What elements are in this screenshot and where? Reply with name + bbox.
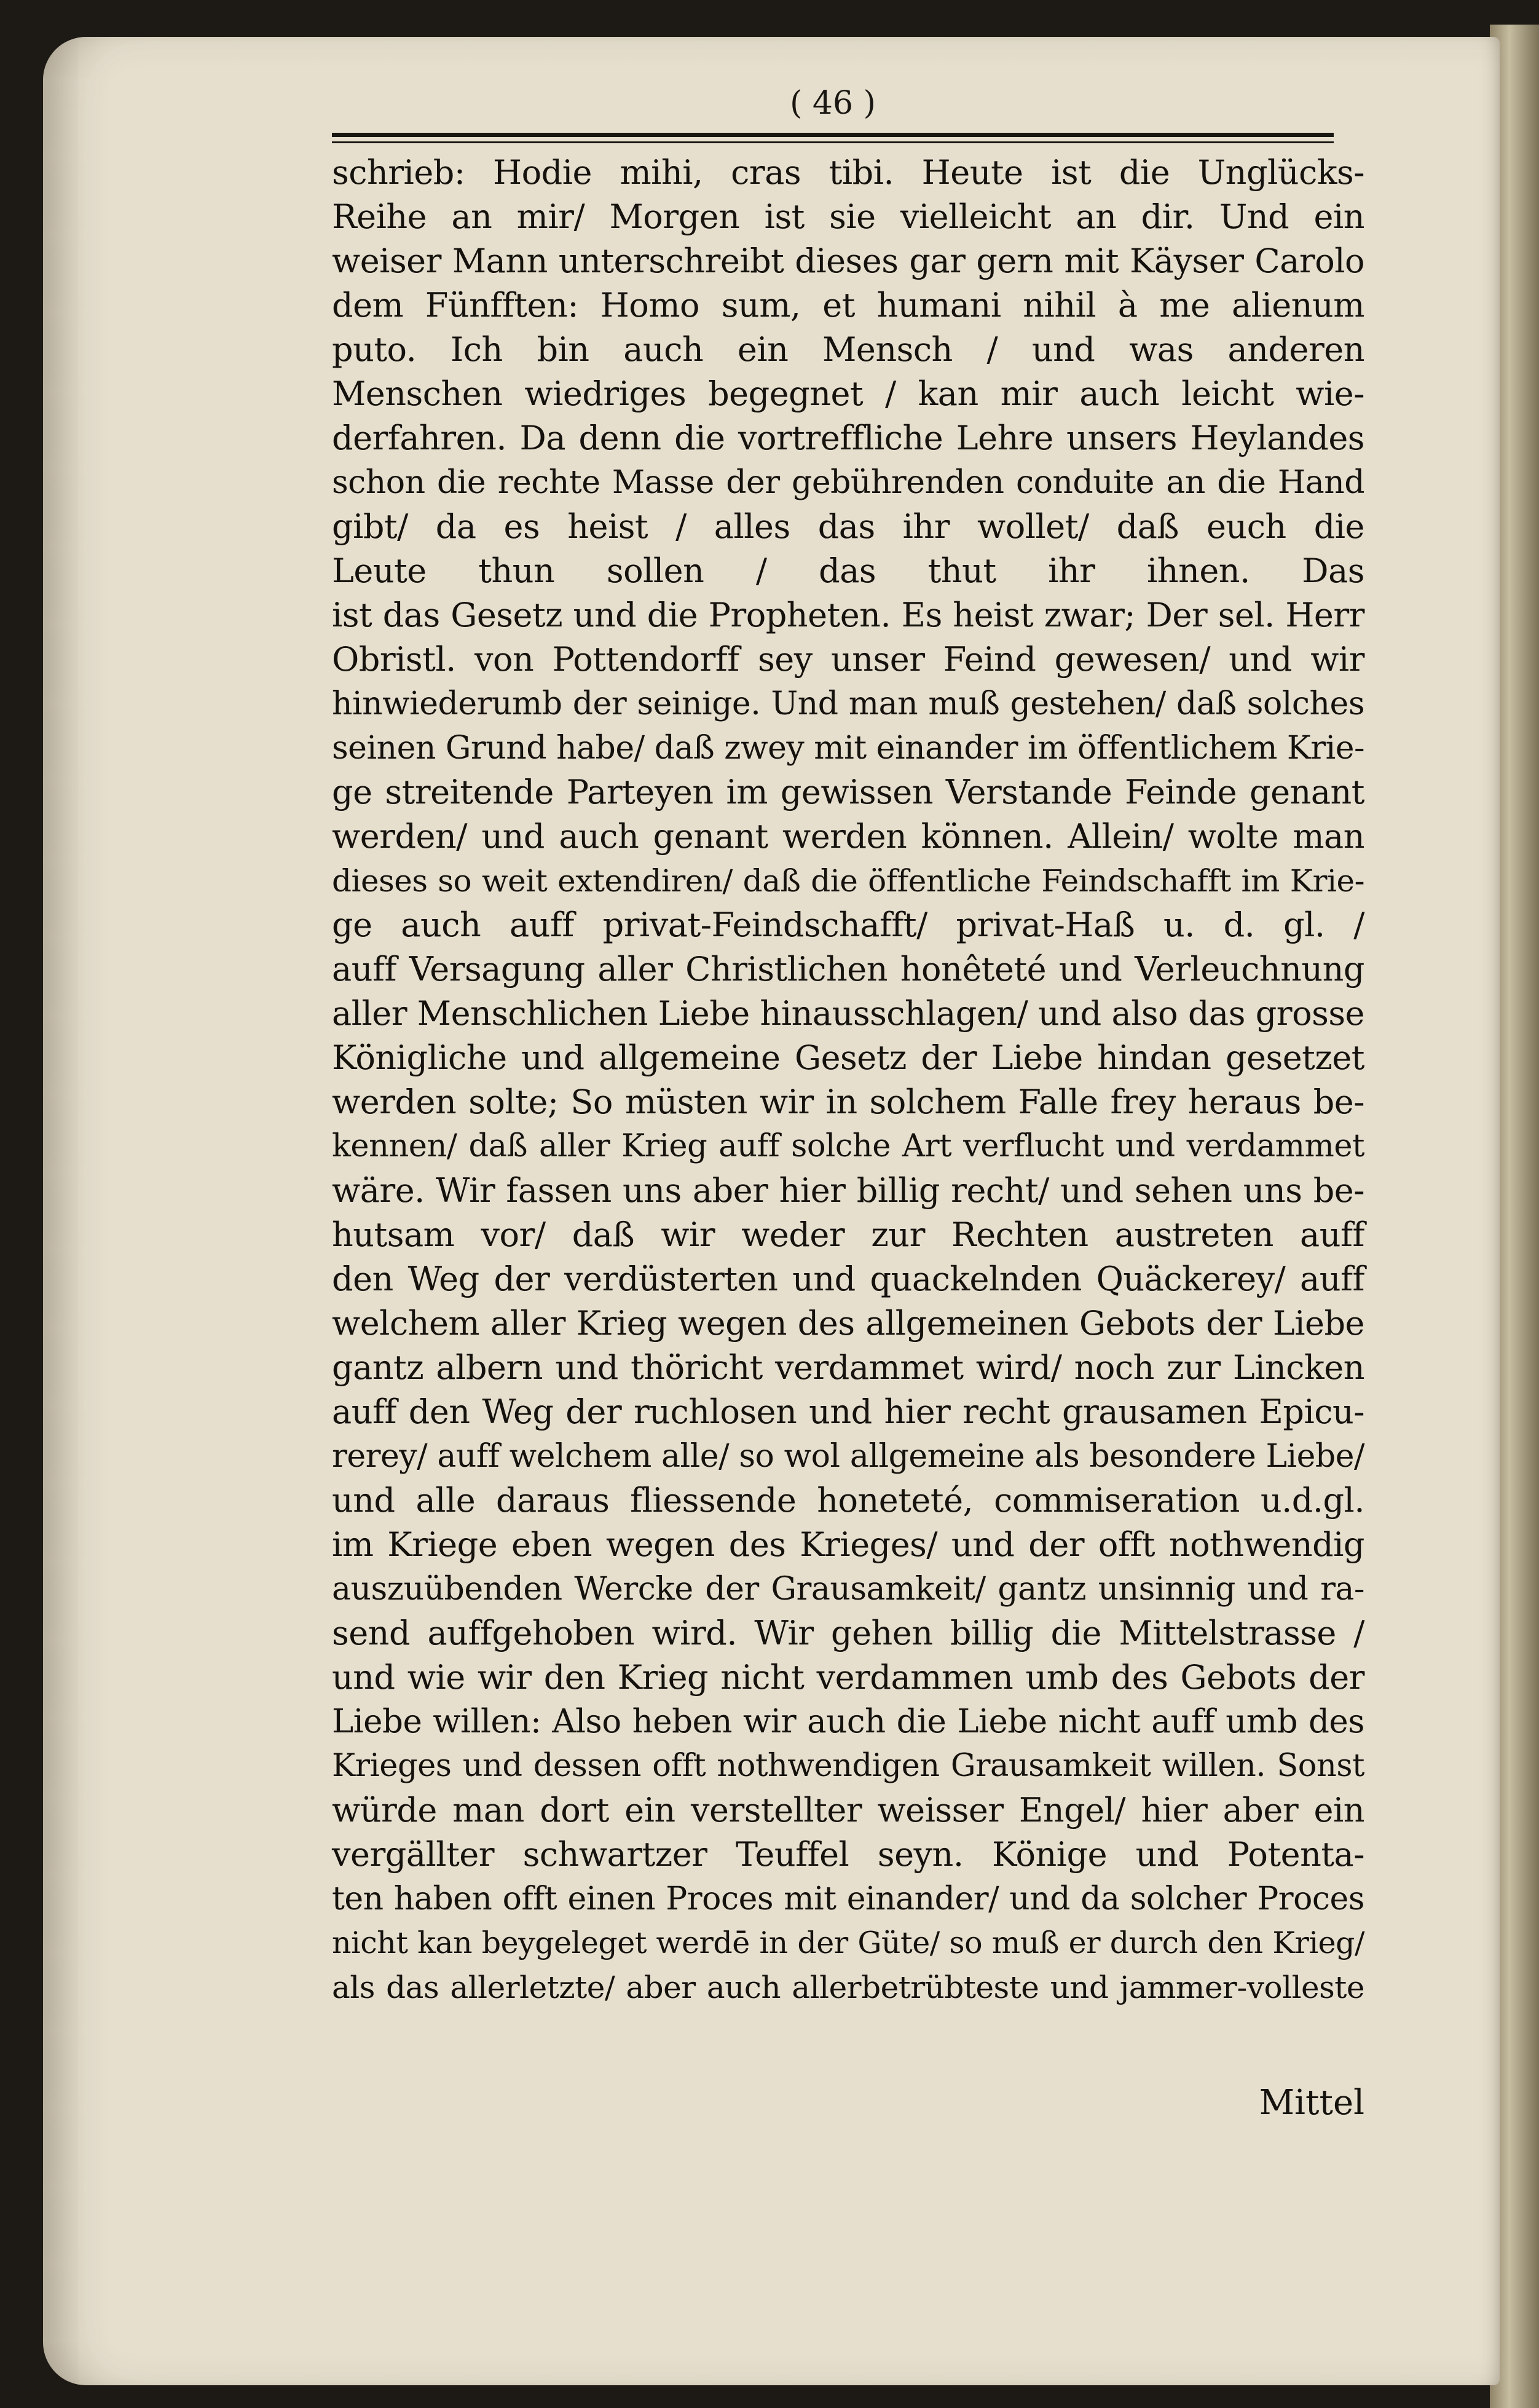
text-line: werden solte; So müsten wir in solchem Falle frey heraus be- xyxy=(332,1083,1364,1121)
text-line: hinwiederumb der seinige. Und man muß gestehen/ daß solches xyxy=(332,685,1364,722)
text-line: rerey/ auff welchem alle/ so wol allgemeine als besondere Liebe/ xyxy=(332,1438,1364,1475)
header-rule-thin xyxy=(332,141,1334,143)
text-line: puto. Ich bin auch ein Mensch / und was anderen xyxy=(332,330,1364,369)
text-line: kennen/ daß aller Krieg auff solche Art verflucht und verdammet xyxy=(332,1128,1364,1164)
text-line: Königliche und allgemeine Gesetz der Liebe hindan gesetzet xyxy=(332,1038,1364,1077)
text-line: als das allerletzte/ aber auch allerbetrübteste und jammer-volleste xyxy=(332,1970,1364,2005)
text-line: Krieges und dessen offt nothwendigen Grausamkeit willen. Sonst xyxy=(332,1748,1364,1784)
body-text xyxy=(332,151,1364,2010)
text-line: Reihe an mir/ Morgen ist sie vielleicht an dir. Und ein xyxy=(332,197,1364,236)
text-line: gibt/ da es heist / alles das ihr wollet/ daß euch die xyxy=(332,507,1364,546)
text-line: hutsam vor/ daß wir weder zur Rechten austreten auff xyxy=(332,1215,1364,1254)
text-line: derfahren. Da denn die vortreffliche Lehre unsers Heylandes xyxy=(332,419,1364,457)
page-header xyxy=(332,85,1334,148)
text-line: und wie wir den Krieg nicht verdammen umb des Gebots der xyxy=(332,1658,1364,1697)
header-rule xyxy=(332,133,1334,137)
text-line: weiser Mann unterschreibt dieses gar gern mit Käyser Carolo xyxy=(332,242,1364,280)
text-line: würde man dort ein verstellter weisser Engel/ hier aber ein xyxy=(332,1791,1364,1830)
text-line: ten haben offt einen Proces mit einander/ und da solcher Proces xyxy=(332,1881,1364,1917)
text-line: werden/ und auch genant werden können. Allein/ wolte man xyxy=(332,817,1364,856)
text-line: und alle daraus fliessende honeteté, commiseration u.d.gl. xyxy=(332,1481,1364,1520)
text-line: den Weg der verdüsterten und quackelnden Quäckerey/ auff xyxy=(332,1260,1364,1298)
text-line: ist das Gesetz und die Propheten. Es heist zwar; Der sel. Herr xyxy=(332,596,1364,634)
text-line: auff den Weg der ruchlosen und hier recht grausamen Epicu- xyxy=(332,1392,1364,1431)
text-line: auszuübenden Wercke der Grausamkeit/ gantz unsinnig und ra- xyxy=(332,1571,1364,1608)
text-line: schon die rechte Masse der gebührenden conduite an die Hand xyxy=(332,464,1364,501)
text-line: welchem aller Krieg wegen des allgemeinen Gebots der Liebe xyxy=(332,1304,1364,1343)
text-line: Menschen wiedriges begegnet / kan mir auch leicht wie- xyxy=(332,374,1364,413)
text-line: auff Versagung aller Christlichen honêteté und Verleuchnung xyxy=(332,950,1364,989)
page-number: ( 46 ) xyxy=(771,85,894,122)
text-line: vergällter schwartzer Teuffel seyn. Könige und Potenta- xyxy=(332,1835,1364,1874)
text-line: schrieb: Hodie mihi, cras tibi. Heute ist die Unglücks- xyxy=(332,153,1364,192)
catchword: Mittel xyxy=(1259,2083,1364,2123)
text-line: wäre. Wir fassen uns aber hier billig recht/ und sehen uns be- xyxy=(332,1171,1364,1210)
text-line: Liebe willen: Also heben wir auch die Liebe nicht auff umb des xyxy=(332,1703,1364,1740)
text-line: Leute thun sollen / das thut ihr ihnen. Das xyxy=(332,551,1364,590)
text-line: dem Fünfften: Homo sum, et humani nihil à me alienum xyxy=(332,286,1364,325)
text-line: seinen Grund habe/ daß zwey mit einander im öffentlichem Krie- xyxy=(332,730,1365,767)
text-line: im Kriege eben wegen des Krieges/ und der offt nothwendig xyxy=(332,1525,1364,1564)
text-line: dieses so weit extendiren/ daß die öffentliche Feindschafft im Krie- xyxy=(332,863,1364,899)
text-line: Obristl. von Pottendorff sey unser Feind gewesen/ und wir xyxy=(332,640,1364,679)
text-line: gantz albern und thöricht verdammet wird/ noch zur Lincken xyxy=(332,1348,1364,1387)
text-line: ge auch auff privat-Feindschafft/ privat-Haß u. d. gl. / xyxy=(332,906,1364,944)
text-line: aller Menschlichen Liebe hinausschlagen/ und also das grosse xyxy=(332,994,1364,1033)
text-line: send auffgehoben wird. Wir gehen billig die Mittelstrasse / xyxy=(332,1614,1364,1652)
text-line: ge streitende Parteyen im gewissen Verstande Feinde genant xyxy=(332,773,1364,811)
text-line: nicht kan beygeleget werdē in der Güte/ so muß er durch den Krieg/ xyxy=(332,1925,1364,1960)
